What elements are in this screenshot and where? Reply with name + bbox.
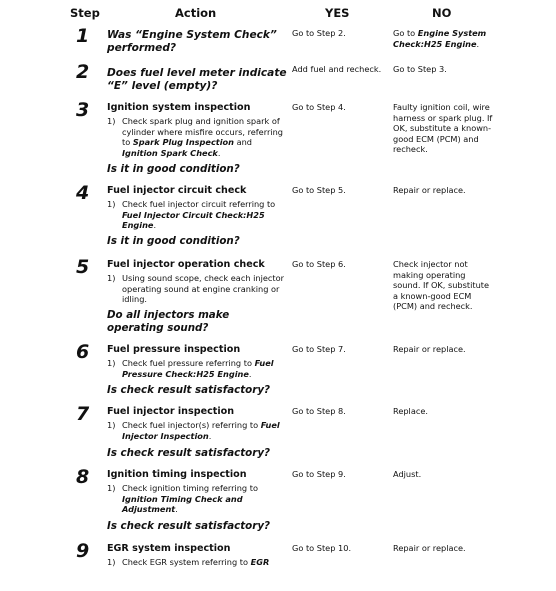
step-title: EGR system inspection: [107, 543, 231, 554]
reference-link: Spark Plug Inspection: [132, 137, 234, 147]
substep: 1) Check spark plug and ignition spark of cylinder where misfire occurs, referring to Spark Plug Inspection and Ignition Spark Check.: [107, 116, 283, 158]
step-number: 7: [76, 403, 90, 425]
substep: 1) Using sound scope, check each injector operating sound at engine cranking or idling.: [107, 273, 284, 304]
header-yes: YES: [325, 6, 350, 20]
reference-link: Fuel Injector Inspection: [122, 420, 280, 441]
question: Is check result satisfactory?: [107, 384, 271, 396]
question: Is check result satisfactory?: [107, 447, 271, 459]
action-cell: [107, 469, 287, 515]
step-title: Fuel injector operation check: [107, 259, 265, 270]
no-cell: Go to Engine System Check:H25 Engine.: [393, 28, 487, 49]
no-cell: Check injector not making operating sound. If OK, substitute a known-good ECM (PCM) and recheck.: [393, 259, 490, 311]
step-title: Fuel injector inspection: [107, 406, 235, 417]
yes-cell: Add fuel and recheck.: [292, 64, 382, 74]
action-cell: [107, 259, 287, 305]
header-step: Step: [70, 6, 100, 20]
no-cell: Go to Step 3.: [393, 64, 447, 74]
action-cell: [107, 67, 287, 92]
step-number: 1: [76, 25, 90, 47]
no-cell: Repair or replace.: [393, 543, 466, 553]
yes-cell: Go to Step 2.: [292, 28, 346, 38]
yes-cell: Go to Step 8.: [292, 406, 346, 416]
step-title: Fuel injector circuit check: [107, 185, 247, 196]
step-title: Ignition timing inspection: [107, 469, 247, 480]
action-cell: [107, 185, 287, 231]
no-cell: Replace.: [393, 406, 428, 416]
no-cell: Repair or replace.: [393, 185, 466, 195]
reference-link: EGR: [250, 557, 270, 567]
step-title: Ignition system inspection: [107, 102, 251, 113]
reference-link: Engine System Check:H25 Engine: [393, 28, 487, 49]
question: Is check result satisfactory?: [107, 520, 271, 532]
yes-cell: Go to Step 4.: [292, 102, 346, 112]
substep: 1) Check fuel pressure referring to Fuel Pressure Check:H25 Engine.: [107, 358, 274, 379]
substep: 1) Check EGR system referring to EGR: [107, 557, 270, 567]
header-no: NO: [432, 6, 452, 20]
action-cell: [107, 102, 287, 158]
yes-cell: Go to Step 5.: [292, 185, 346, 195]
substep: 1) Check fuel injector circuit referring to Fuel Injector Circuit Check:H25 Engine.: [107, 199, 276, 230]
yes-cell: Go to Step 9.: [292, 469, 346, 479]
header-action: Action: [175, 6, 217, 20]
question: Is it in good condition?: [107, 163, 240, 175]
question: Was “Engine System Check” performed?: [107, 29, 277, 54]
question: Does fuel level meter indicate “E” level (empty)?: [107, 67, 287, 92]
step-title: Fuel pressure inspection: [107, 344, 241, 355]
action-cell: [107, 29, 287, 54]
step-number: 3: [76, 99, 90, 121]
yes-cell: Go to Step 6.: [292, 259, 346, 269]
step-number: 8: [76, 466, 90, 488]
step-number: 4: [76, 182, 90, 204]
step-number: 2: [76, 61, 90, 83]
action-cell: [107, 543, 287, 568]
action-cell: [107, 344, 287, 379]
substep: 1) Check fuel injector(s) referring to Fuel Injector Inspection.: [107, 420, 280, 441]
reference-link: Fuel Injector Circuit Check:H25 Engine: [122, 209, 265, 230]
reference-link: Fuel Pressure Check:H25 Engine: [122, 358, 274, 379]
step-number: 5: [76, 256, 90, 278]
substep: 1) Check ignition timing referring to Ignition Timing Check and Adjustment.: [107, 483, 258, 514]
step-number: 9: [76, 540, 90, 562]
yes-cell: Go to Step 10.: [292, 543, 352, 553]
yes-cell: Go to Step 7.: [292, 344, 346, 354]
action-cell: [107, 406, 287, 441]
reference-link: Ignition Timing Check and Adjustment: [122, 493, 243, 514]
question: Is it in good condition?: [107, 235, 240, 247]
no-cell: Faulty ignition coil, wire harness or spark plug. If OK, substitute a known-good ECM (PCM) and recheck.: [393, 102, 493, 154]
no-cell: Adjust.: [393, 469, 422, 479]
question: Do all injectors make operating sound?: [107, 309, 230, 334]
reference-link: Ignition Spark Check: [122, 147, 218, 158]
step-number: 6: [76, 341, 90, 363]
no-cell: Repair or replace.: [393, 344, 466, 354]
